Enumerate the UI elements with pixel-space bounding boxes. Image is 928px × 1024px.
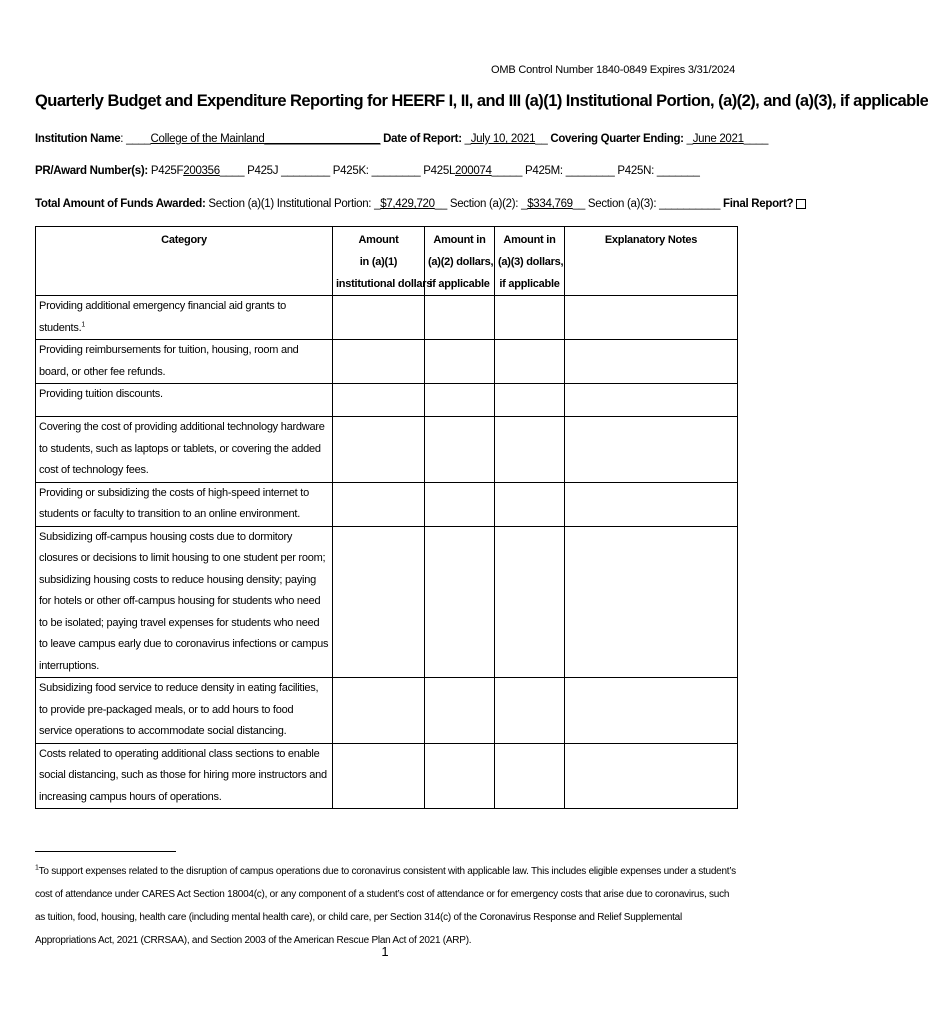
final-report-checkbox[interactable] bbox=[796, 199, 806, 209]
institution-value[interactable]: College of the Mainland bbox=[150, 133, 265, 145]
p425n-label: P425N: bbox=[617, 165, 654, 177]
total-funds-line: Total Amount of Funds Awarded: Section (a)(1) Institutional Portion: _$7,429,720__ Section (a)(2): _$334,769__ Section (a)(3): __________ Final Report? bbox=[35, 198, 740, 210]
a3-amount-cell[interactable] bbox=[495, 743, 565, 809]
a3-amount-cell[interactable] bbox=[495, 526, 565, 678]
a1-amount-cell[interactable] bbox=[333, 526, 425, 678]
a3-amount-cell[interactable] bbox=[495, 340, 565, 384]
a2-amount-cell[interactable] bbox=[425, 384, 495, 417]
header-a3: Amount in (a)(3) dollars, if applicable bbox=[495, 227, 565, 296]
a3-label: Section (a)(3): bbox=[587, 198, 657, 210]
a2-amount-cell[interactable] bbox=[425, 296, 495, 340]
header-category: Category bbox=[36, 227, 333, 296]
category-cell: Subsidizing food service to reduce density in eating facilities, to provide pre-packaged meals, or to add hours to food service operations to accommodate social distancing. bbox=[36, 678, 333, 744]
notes-cell[interactable] bbox=[565, 482, 738, 526]
table-row bbox=[36, 482, 738, 526]
date-value[interactable]: July 10, 2021 bbox=[470, 133, 536, 145]
page-title: Quarterly Budget and Expenditure Reporting for HEERF I, II, and III (a)(1) Institutional Portion, (a)(2), and (a)(3), if applicable bbox=[35, 92, 928, 110]
category-cell: Providing or subsidizing the costs of high-speed internet to students or faculty to transition to an online environment. bbox=[36, 482, 333, 526]
a3-amount-cell[interactable] bbox=[495, 417, 565, 483]
category-cell: Providing reimbursements for tuition, housing, room and board, or other fee refunds. bbox=[36, 340, 333, 384]
notes-cell[interactable] bbox=[565, 417, 738, 483]
notes-cell[interactable] bbox=[565, 678, 738, 744]
table-row bbox=[36, 526, 738, 678]
category-cell: Costs related to operating additional class sections to enable social distancing, such as those for hiring more instructors and increasing campus hours of operations. bbox=[36, 743, 333, 809]
a2-value[interactable]: $334,769 bbox=[527, 198, 573, 210]
p425m-label: P425M: bbox=[525, 165, 563, 177]
a1-amount-cell[interactable] bbox=[333, 678, 425, 744]
table-header-row bbox=[36, 227, 738, 296]
a3-amount-cell[interactable] bbox=[495, 482, 565, 526]
notes-cell[interactable] bbox=[565, 743, 738, 809]
a2-amount-cell[interactable] bbox=[425, 526, 495, 678]
final-report-label: Final Report? bbox=[723, 198, 794, 210]
a3-amount-cell[interactable] bbox=[495, 296, 565, 340]
category-cell: Providing additional emergency financial aid grants to students.$^1$ bbox=[36, 296, 333, 340]
p425f-value[interactable]: 200356 bbox=[183, 165, 220, 177]
award-numbers-line: PR/Award Number(s): P425F200356____ P425J ________ P425K: ________ P425L200074_____ P425M: ________ P425N: _______ bbox=[35, 165, 700, 177]
p425f-label: P425F bbox=[150, 165, 184, 177]
date-label: Date of Report bbox=[383, 133, 459, 145]
category-cell: Providing tuition discounts. bbox=[36, 384, 333, 417]
notes-cell[interactable] bbox=[565, 526, 738, 678]
p425k-label: P425K: bbox=[332, 165, 369, 177]
a1-amount-cell[interactable] bbox=[333, 743, 425, 809]
a3-amount-cell[interactable] bbox=[495, 384, 565, 417]
footnote-divider bbox=[35, 851, 176, 852]
a2-amount-cell[interactable] bbox=[425, 482, 495, 526]
header-notes: Explanatory Notes bbox=[565, 227, 738, 296]
a2-amount-cell[interactable] bbox=[425, 340, 495, 384]
table-row bbox=[36, 678, 738, 744]
category-cell: Covering the cost of providing additional technology hardware to students, such as laptops or tablets, or covering the added cost of technology fees. bbox=[36, 417, 333, 483]
footnote bbox=[35, 860, 740, 952]
table-row bbox=[36, 417, 738, 483]
a2-amount-cell[interactable] bbox=[425, 417, 495, 483]
a1-amount-cell[interactable] bbox=[333, 417, 425, 483]
omb-control-number: OMB Control Number 1840-0849 Expires 3/31/2024 bbox=[491, 64, 735, 76]
footnote-text: To support expenses related to the disruption of campus operations due to coronavirus consistent with applicable law. This includes eligible expenses under a student’s cost of attendance under CARES Act Section 18004(c), or any component of a student’s cost of attendance or for emergency costs that arise due to coronavirus, such as tuition, food, housing, health care (including mental health care), or child care, per Section 314(c) of the Coronavirus Response and Relief Supplemental Appropriations Act, 2021 (CRRSAA), and Section 2003 of the American Rescue Plan Act of 2021 (ARP). bbox=[35, 866, 736, 946]
page-number: 1 bbox=[381, 944, 389, 959]
notes-cell[interactable] bbox=[565, 296, 738, 340]
a1-value[interactable]: $7,429,720 bbox=[380, 198, 435, 210]
table-row bbox=[36, 384, 738, 417]
a1-amount-cell[interactable] bbox=[333, 296, 425, 340]
category-cell: Subsidizing off-campus housing costs due to dormitory closures or decisions to limit housing to one student per room; subsidizing housing costs to reduce housing density; paying for hotels or other off-campus housing for students who need to be isolated; paying travel expenses for students who need to leave campus early due to coronavirus infections or campus interruptions. bbox=[36, 526, 333, 678]
header-a1: Amount in (a)(1) institutional dollars bbox=[333, 227, 425, 296]
p425l-value[interactable]: 200074 bbox=[455, 165, 492, 177]
expenditure-table bbox=[35, 226, 738, 809]
p425l-label: P425L bbox=[423, 165, 456, 177]
total-funds-label: Total Amount of Funds Awarded: bbox=[35, 198, 206, 210]
header-a2: Amount in (a)(2) dollars, if applicable bbox=[425, 227, 495, 296]
a3-amount-cell[interactable] bbox=[495, 678, 565, 744]
notes-cell[interactable] bbox=[565, 340, 738, 384]
a1-amount-cell[interactable] bbox=[333, 482, 425, 526]
p425j-label: P425J bbox=[247, 165, 279, 177]
a1-amount-cell[interactable] bbox=[333, 340, 425, 384]
table-row bbox=[36, 296, 738, 340]
a3-value[interactable]: __________ bbox=[659, 198, 721, 210]
institution-line: Institution Name: ____College of the Mainland___________________ Date of Report: _July 10, 2021__ Covering Quarter Ending: _June 2021____ bbox=[35, 133, 769, 145]
a2-amount-cell[interactable] bbox=[425, 678, 495, 744]
a2-label: Section (a)(2): bbox=[449, 198, 519, 210]
a2-amount-cell[interactable] bbox=[425, 743, 495, 809]
a1-amount-cell[interactable] bbox=[333, 384, 425, 417]
a1-label: Section (a)(1) Institutional Portion: bbox=[208, 198, 372, 210]
institution-label: Institution Name bbox=[35, 133, 121, 145]
notes-cell[interactable] bbox=[565, 384, 738, 417]
pr-award-label: PR/Award Number(s): bbox=[35, 165, 148, 177]
table-row bbox=[36, 743, 738, 809]
footnote-marker: 1 bbox=[35, 864, 39, 872]
quarter-label: Covering Quarter Ending: bbox=[550, 133, 684, 145]
quarter-value[interactable]: June 2021 bbox=[692, 133, 744, 145]
table-row bbox=[36, 340, 738, 384]
